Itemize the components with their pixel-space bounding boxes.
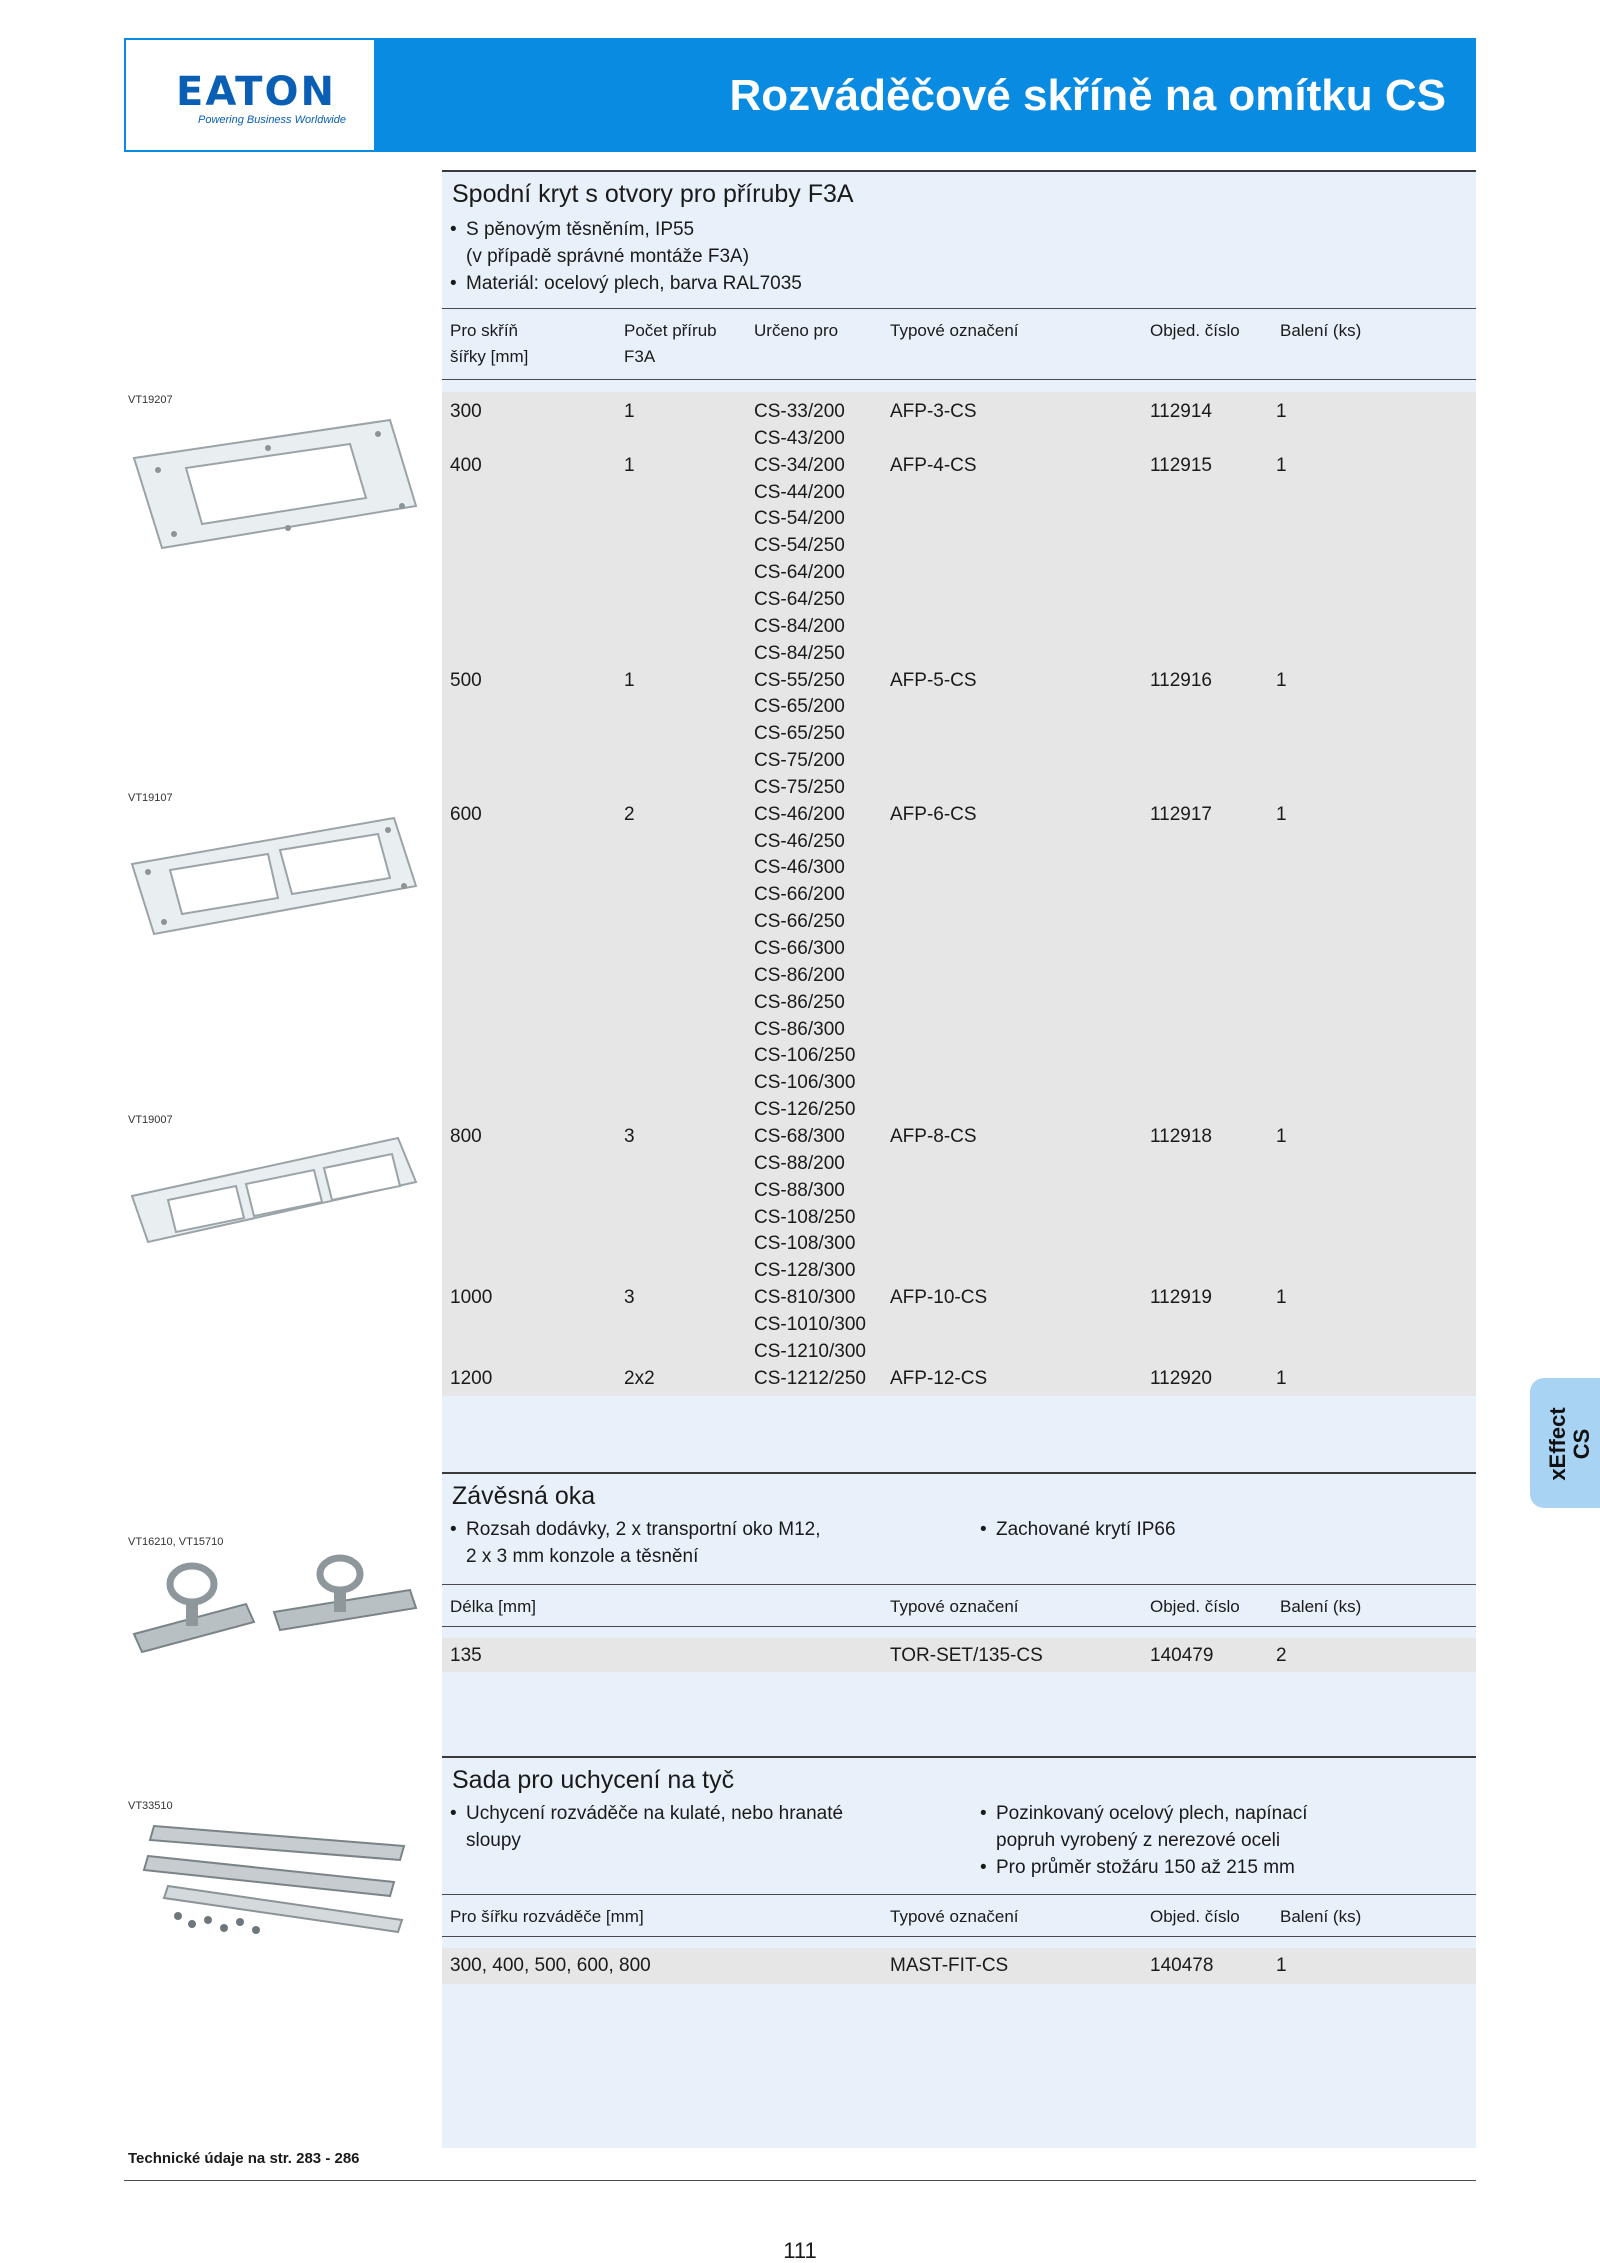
feature-item: • Rozsah dodávky, 2 x transportní oko M12, [450, 1516, 970, 1543]
column-header-width-unit: šířky [mm] [450, 347, 529, 366]
cell-pack: 1 [1276, 401, 1287, 422]
cell-intended-for: CS-54/250 [754, 535, 845, 557]
cell-width: 300, 400, 500, 600, 800 [450, 1955, 651, 1976]
feature-list-left [450, 1516, 970, 1570]
feature-item-continuation: popruh vyrobený z nerezové oceli [996, 1830, 1281, 1851]
cell-intended-for: CS-44/200 [754, 481, 845, 503]
cell-intended-for: CS-108/300 [754, 1233, 856, 1255]
cell-intended-for: CS-86/300 [754, 1018, 845, 1040]
cell-type: AFP-6-CS [890, 803, 977, 825]
cell-intended-for: CS-43/200 [754, 427, 845, 449]
logo-text: EATON [176, 69, 336, 115]
column-header-for: Určeno pro [754, 321, 839, 340]
cell-intended-for: CS-66/200 [754, 884, 845, 906]
column-header-flanges-type: F3A [624, 347, 656, 366]
eye-bolt-set-image [128, 1552, 418, 1672]
feature-item: • Pro průměr stožáru 150 až 215 mm [980, 1854, 1460, 1881]
cell-type: AFP-8-CS [890, 1125, 977, 1147]
feature-list-right [980, 1800, 1460, 1881]
cell-order: 112919 [1150, 1287, 1212, 1309]
cell-length: 135 [450, 1645, 482, 1666]
cell-width: 1000 [450, 1287, 493, 1309]
cell-flange-count: 3 [624, 1287, 635, 1309]
cell-intended-for: CS-106/250 [754, 1045, 856, 1067]
cell-intended-for: CS-108/250 [754, 1206, 856, 1228]
column-header-pack: Balení (ks) [1280, 321, 1362, 340]
cell-intended-for: CS-810/300 [754, 1287, 856, 1309]
cell-intended-for: CS-86/250 [754, 991, 845, 1013]
logo-tagline: Powering Business Worldwide [198, 114, 346, 126]
cell-intended-for: CS-84/250 [754, 642, 845, 664]
table-header-rule [442, 308, 1476, 309]
column-header-type: Typové označení [890, 1907, 1019, 1926]
cell-flange-count: 1 [624, 401, 635, 422]
cell-flange-count: 2x2 [624, 1367, 655, 1389]
column-header-width: Pro šířku rozváděče [mm] [450, 1907, 644, 1926]
section-title: Sada pro uchycení na tyč [452, 1766, 735, 1794]
cell-width: 600 [450, 803, 482, 825]
cell-pack: 1 [1276, 1955, 1287, 1976]
cell-intended-for: CS-46/300 [754, 857, 845, 879]
column-header-order: Objed. číslo [1150, 321, 1240, 340]
cell-intended-for: CS-65/250 [754, 723, 845, 745]
column-header-length: Délka [mm] [450, 1597, 536, 1616]
image-ref: VT33510 [128, 1800, 173, 1812]
feature-item: • Materiál: ocelový plech, barva RAL7035 [450, 270, 1010, 297]
cell-pack: 1 [1276, 454, 1287, 476]
cell-intended-for: CS-88/200 [754, 1152, 845, 1174]
cell-intended-for: CS-1010/300 [754, 1313, 866, 1335]
pole-mount-set-image [128, 1816, 418, 1946]
column-header-order: Objed. číslo [1150, 1907, 1240, 1926]
cell-type: AFP-5-CS [890, 669, 977, 691]
cell-intended-for: CS-33/200 [754, 401, 845, 422]
cell-order: 112914 [1150, 401, 1212, 422]
cell-order: 112916 [1150, 669, 1212, 691]
cell-pack: 1 [1276, 1367, 1287, 1389]
cell-intended-for: CS-54/200 [754, 508, 845, 530]
column-header-type: Typové označení [890, 321, 1019, 340]
section-rule [442, 170, 1476, 172]
cell-intended-for: CS-64/200 [754, 562, 845, 584]
page-title: Rozváděčové skříně na omítku CS [729, 71, 1446, 120]
image-ref: VT19207 [128, 394, 173, 406]
cell-flange-count: 2 [624, 803, 635, 825]
image-ref: VT19107 [128, 792, 173, 804]
cell-intended-for: CS-55/250 [754, 669, 845, 691]
cell-pack: 1 [1276, 803, 1287, 825]
side-tab-label [1546, 1407, 1594, 1480]
bottom-plate-1-flange-image [128, 410, 418, 550]
section-title: Spodní kryt s otvory pro příruby F3A [452, 180, 854, 208]
logo [126, 40, 374, 150]
cell-width: 300 [450, 401, 482, 422]
cell-type: AFP-3-CS [890, 401, 977, 422]
technical-data-note: Technické údaje na str. 283 - 286 [128, 2150, 360, 2167]
cell-width: 800 [450, 1125, 482, 1147]
feature-list [450, 216, 1010, 297]
cell-width: 400 [450, 454, 482, 476]
cell-intended-for: CS-126/250 [754, 1099, 856, 1121]
cell-intended-for: CS-84/200 [754, 615, 845, 637]
column-header-flanges: Počet přírub [624, 321, 717, 340]
section-rule [442, 1472, 1476, 1474]
cell-intended-for: CS-64/250 [754, 588, 845, 610]
column-header-order: Objed. číslo [1150, 1597, 1240, 1616]
cell-intended-for: CS-65/200 [754, 696, 845, 718]
table-header-rule [442, 379, 1476, 380]
page-number: 111 [783, 2238, 817, 2263]
cell-order: 140479 [1150, 1645, 1214, 1666]
bottom-plate-2-flange-image [128, 808, 418, 938]
feature-item-continuation: (v případě správné montáže F3A) [466, 246, 750, 267]
table-header-rule [442, 1584, 1476, 1585]
feature-item-continuation: 2 x 3 mm konzole a těsnění [466, 1546, 699, 1567]
cell-flange-count: 3 [624, 1125, 635, 1147]
cell-type: AFP-10-CS [890, 1287, 988, 1309]
cell-order: 140478 [1150, 1955, 1214, 1976]
image-ref: VT16210, VT15710 [128, 1536, 224, 1548]
cell-type: MAST-FIT-CS [890, 1955, 1009, 1976]
cell-pack: 1 [1276, 1125, 1287, 1147]
cell-intended-for: CS-46/200 [754, 803, 845, 825]
side-tab-line2: CS [1569, 1428, 1594, 1460]
cell-intended-for: CS-106/300 [754, 1072, 856, 1094]
cell-type: TOR-SET/135-CS [890, 1645, 1043, 1666]
cell-type: AFP-12-CS [890, 1367, 988, 1389]
section-rule [442, 1756, 1476, 1758]
cell-order: 112915 [1150, 454, 1212, 476]
cell-width: 500 [450, 669, 482, 691]
table-row [442, 1948, 1476, 1984]
cell-intended-for: CS-1210/300 [754, 1340, 866, 1362]
column-header-pack: Balení (ks) [1280, 1907, 1362, 1926]
image-ref: VT19007 [128, 1114, 173, 1126]
cell-flange-count: 1 [624, 454, 635, 476]
feature-item: • Zachované krytí IP66 [980, 1516, 1460, 1543]
table-body [442, 392, 1476, 1396]
table-header-rule [442, 1894, 1476, 1895]
column-header-width: Pro skříň [450, 321, 519, 340]
cell-intended-for: CS-68/300 [754, 1125, 845, 1147]
cell-type: AFP-4-CS [890, 454, 977, 476]
feature-item: • S pěnovým těsněním, IP55 [450, 216, 1010, 243]
cell-intended-for: CS-66/250 [754, 911, 845, 933]
cell-pack: 1 [1276, 669, 1287, 691]
cell-intended-for: CS-128/300 [754, 1260, 856, 1282]
cell-intended-for: CS-34/200 [754, 454, 845, 476]
cell-order: 112917 [1150, 803, 1212, 825]
cell-pack: 2 [1276, 1645, 1287, 1666]
cell-order: 112918 [1150, 1125, 1212, 1147]
content-area [442, 170, 1476, 2148]
cell-order: 112920 [1150, 1367, 1212, 1389]
cell-width: 1200 [450, 1367, 493, 1389]
table-row [442, 1638, 1476, 1672]
cell-pack: 1 [1276, 1287, 1287, 1309]
cell-intended-for: CS-46/250 [754, 830, 845, 852]
page-header [124, 38, 1476, 152]
cell-flange-count: 1 [624, 669, 635, 691]
cell-intended-for: CS-75/200 [754, 750, 845, 772]
cell-intended-for: CS-88/300 [754, 1179, 845, 1201]
section-title: Závěsná oka [452, 1482, 596, 1510]
column-header-type: Typové označení [890, 1597, 1019, 1616]
feature-list-right [980, 1516, 1460, 1543]
feature-list-left [450, 1800, 970, 1854]
feature-item-continuation: sloupy [466, 1830, 521, 1851]
table-header-rule [442, 1936, 1476, 1937]
feature-item: • Uchycení rozváděče na kulaté, nebo hranaté [450, 1800, 970, 1827]
feature-item: • Pozinkovaný ocelový plech, napínací [980, 1800, 1460, 1827]
footer-rule [124, 2180, 1476, 2181]
cell-intended-for: CS-75/250 [754, 776, 845, 798]
section-side-tab [1530, 1378, 1600, 1508]
cell-intended-for: CS-66/300 [754, 938, 845, 959]
cell-intended-for: CS-86/200 [754, 964, 845, 986]
side-tab-line1: xEffect [1545, 1407, 1570, 1481]
bottom-plate-3-flange-image [128, 1130, 418, 1250]
table-header-rule [442, 1626, 1476, 1627]
cell-intended-for: CS-1212/250 [754, 1367, 866, 1389]
column-header-pack: Balení (ks) [1280, 1597, 1362, 1616]
